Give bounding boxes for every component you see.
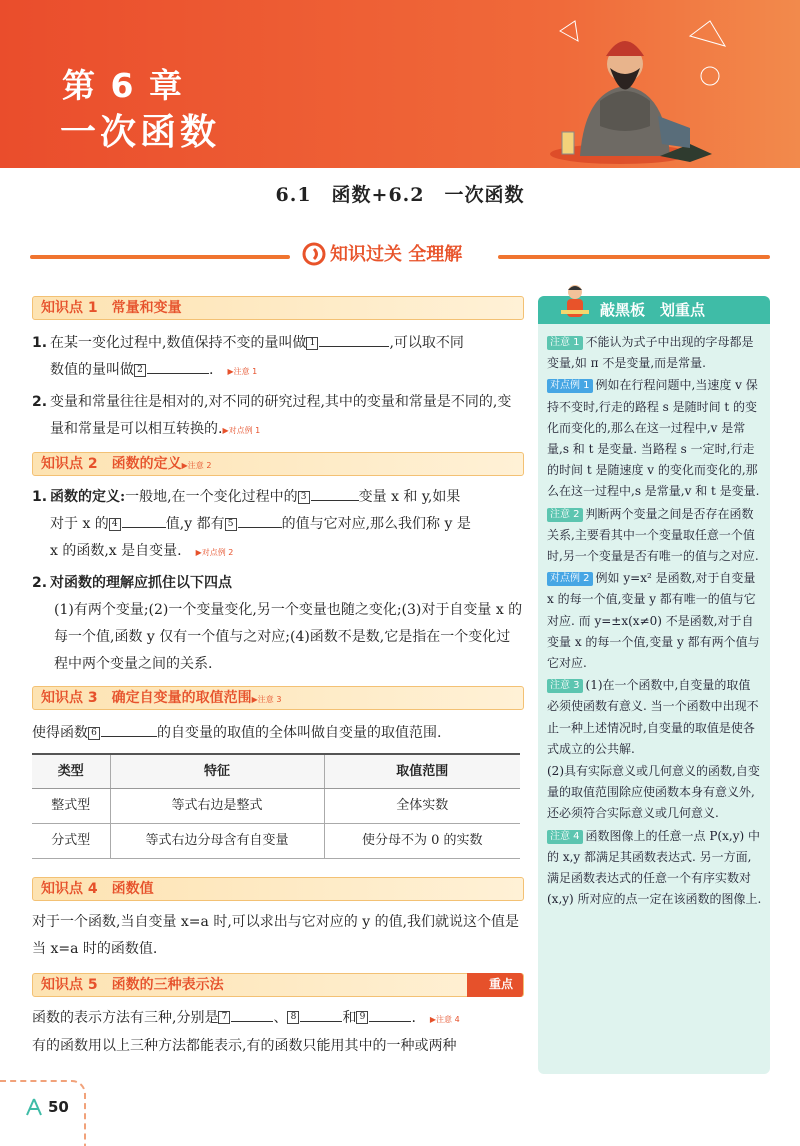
kp-2-title: 知识点 2 函数的定义 bbox=[41, 456, 182, 472]
example-1: 对点例 1 例如在行程问题中,当速度 v 保持不变时,行走的路程 s 是随时间 t 的变化而变化的,那么在这一过程中,v 是常量,s 和 t 是变量. 当路程 s 一定时,行走的时间 t 是随速度 v 的变化而变化的,那么在这一过程中,s 是常量,v 和 t 是变量. bbox=[547, 378, 760, 499]
knowledge-bar-title: 知识过关 全理解 bbox=[330, 244, 463, 265]
page-number: 50 bbox=[48, 1098, 69, 1116]
answer-blank[interactable] bbox=[101, 721, 157, 737]
chapter-number: 第 6 章 bbox=[62, 66, 184, 105]
kp-1-item-2: 2. 变量和常量往往是相对的,对不同的研究过程,其中的变量和常量是不同的,变量和常量是可以相互转换的.▶对点例 1 bbox=[32, 394, 512, 437]
page-footer bbox=[0, 1080, 800, 1146]
kp-1-title: 知识点 1 常量和变量 bbox=[41, 300, 182, 316]
answer-box: 1 bbox=[306, 337, 318, 350]
kp-2-header: 知识点 2 函数的定义▶注意 2 bbox=[32, 452, 524, 476]
note-3b: (2)具有实际意义或几何意义的函数,自变量的取值范围除应使函数本身有意义外,还必须符合实际意义或几何意义. bbox=[547, 764, 760, 821]
answer-box: 3 bbox=[298, 491, 310, 504]
domain-table bbox=[32, 753, 520, 859]
kp-4-title: 知识点 4 函数值 bbox=[41, 880, 154, 897]
kp-5-text: 函数的表示方法有三种,分别是 7 、 8 和 9 . ▶注意 4 有的函数用以上三种方法都能表示,有的函数只能用其中的一种或两种 bbox=[32, 1005, 524, 1060]
answer-blank[interactable] bbox=[300, 1006, 342, 1022]
note-4: 注意 4 函数图像上的任意一点 P(x,y) 中的 x,y 都满足其函数表达式. 另一方面,满足函数表达式的任意一个有序实数对 (x,y) 所对应的点一定在该函数的图像上. bbox=[547, 828, 762, 907]
answer-blank[interactable] bbox=[311, 485, 359, 501]
kp-3-title: 知识点 3 确定自变量的取值范围 bbox=[41, 690, 252, 706]
kp-5-title: 知识点 5 函数的三种表示法 bbox=[41, 976, 224, 993]
answer-box: 9 bbox=[356, 1011, 368, 1024]
answer-box: 7 bbox=[218, 1011, 230, 1024]
answer-blank[interactable] bbox=[238, 512, 282, 528]
answer-blank[interactable] bbox=[231, 1006, 273, 1022]
note-ref[interactable]: ▶注意 1 bbox=[227, 367, 258, 376]
kp-5-header bbox=[32, 973, 524, 997]
example-ref[interactable]: ▶对点例 2 bbox=[195, 548, 234, 557]
example-2: 对点例 2 例如 y=x² 是函数,对于自变量 x 的每一个值,变量 y 都有唯一的值与它对应. 而 y=±x(x≠0) 不是函数,对于自变量 x 的每一个值,变量 y 都有两个值与它对应. bbox=[547, 571, 760, 671]
kp-1-item-1: 1. 在某一变化过程中,数值保持不变的量叫做 1 ,可以取不同 数值的量叫做 2 . ▶注意 1 bbox=[32, 330, 524, 385]
kp-2-item-2: 2. 对函数的理解应抓住以下四点 (1)有两个变量;(2)一个变量变化,另一个变量也随之变化;(3)对于自变量 x 的每一个值,函数 y 仅有一个值与之对应;(4)函数不是数,它是指在一个变化过程中两个变量之间的关系. bbox=[32, 575, 523, 672]
note-ref[interactable]: ▶注意 4 bbox=[429, 1014, 460, 1024]
note-2: 注意 2 判断两个变量之间是否存在函数关系,主要看其中一个变量取任意一个值时,另一个变量是否有唯一的值与之对应. bbox=[547, 506, 759, 564]
teacher-icon bbox=[560, 282, 590, 322]
compass-icon bbox=[24, 1098, 44, 1116]
key-point-badge: 重点 bbox=[467, 973, 523, 997]
panel-title: 敲黑板 划重点 bbox=[600, 301, 706, 319]
kp-3-text: 使得函数 6 的自变量的取值的全体叫做自变量的取值范围. bbox=[32, 720, 524, 747]
chapter-title: 一次函数 bbox=[60, 112, 221, 153]
table-header-row: 类型 特征 取值范围 bbox=[32, 754, 520, 788]
kp-1-header bbox=[32, 296, 524, 320]
knowledge-bar bbox=[30, 240, 770, 270]
chapter-banner bbox=[0, 0, 800, 168]
answer-blank[interactable] bbox=[122, 512, 166, 528]
answer-blank[interactable] bbox=[319, 331, 389, 347]
bearded-man-illustration bbox=[540, 6, 740, 168]
answer-blank[interactable] bbox=[147, 358, 209, 374]
table-row: 分式型 等式右边分母含有自变量 使分母不为 0 的实数 bbox=[32, 823, 520, 858]
main-content bbox=[32, 296, 524, 1060]
answer-box: 2 bbox=[134, 364, 146, 377]
key-points-panel bbox=[538, 296, 770, 1074]
note-3: 注意 3 (1)在一个函数中,自变量的取值必须使函数有意义. 当一个函数中出现不止一种上述情况时,自变量的取值是使各式成立的公共解. bbox=[547, 678, 759, 756]
panel-header bbox=[538, 296, 770, 324]
answer-box: 6 bbox=[88, 727, 100, 740]
answer-box: 8 bbox=[287, 1011, 299, 1024]
section-heading: 6.1 函数+6.2 一次函数 bbox=[275, 184, 525, 206]
table-row: 整式型 等式右边是整式 全体实数 bbox=[32, 788, 520, 823]
note-1: 注意 1 不能认为式子中出现的字母都是变量,如 π 不是变量,而是常量. bbox=[547, 335, 754, 371]
example-ref[interactable]: ▶对点例 1 bbox=[222, 426, 261, 435]
swirl-icon bbox=[302, 242, 326, 266]
kp-4-header bbox=[32, 877, 524, 901]
kp-2-item-1: 1. 函数的定义:一般地,在一个变化过程中的 3 变量 x 和 y,如果 对于 x 的 4 值,y 都有 5 的值与它对应,那么我们称 y 是 x 的函数,x 是自变量. ▶对点例 2 bbox=[32, 484, 524, 566]
kp-3-header: 知识点 3 确定自变量的取值范围▶注意 3 bbox=[32, 686, 524, 710]
answer-box: 5 bbox=[225, 518, 237, 531]
panel-body bbox=[538, 324, 770, 910]
kp-4-text: 对于一个函数,当自变量 x=a 时,可以求出与它对应的 y 的值,我们就说这个值是当 x=a 时的函数值. bbox=[32, 913, 520, 957]
answer-blank[interactable] bbox=[369, 1006, 411, 1022]
answer-box: 4 bbox=[109, 518, 121, 531]
